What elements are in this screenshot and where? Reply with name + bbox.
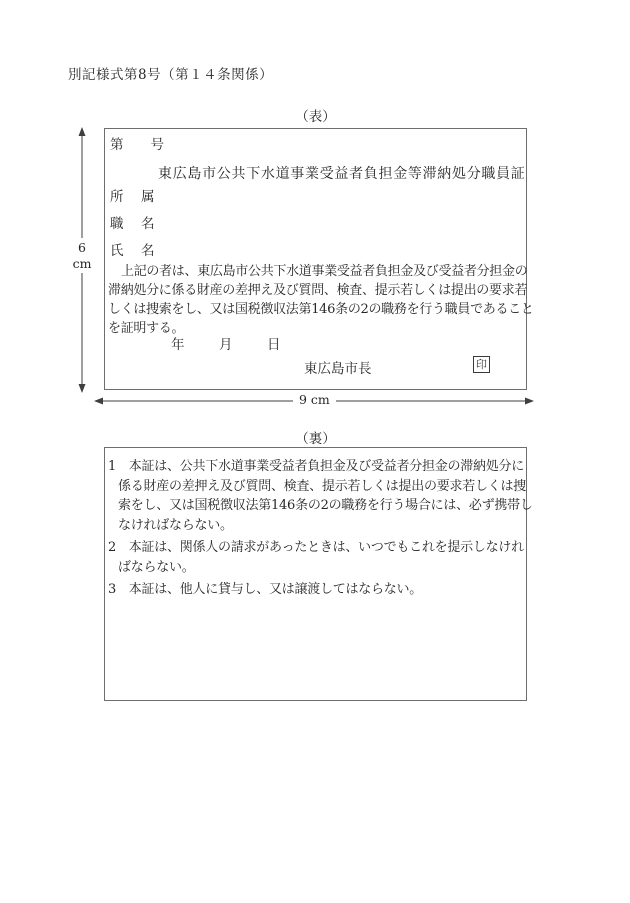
back-card	[104, 447, 533, 701]
issuer-row	[105, 356, 526, 376]
text-line: 1 本証は、公共下水道事業受益者負担金及び受益者分担金の滞納処分に	[108, 459, 525, 474]
text-line: 索をし、又は国税徴収法第146条の2の職務を行う場合には、必ず携帯し	[118, 498, 533, 513]
field-name-label: 氏 名	[110, 243, 157, 259]
width-dimension-label: 9 cm	[293, 392, 336, 407]
text-line: 滞納処分に係る財産の差押え及び質問、検査、提示若しくは提出の要求若	[108, 283, 528, 298]
certification-statement	[108, 262, 534, 338]
seal-mark: 印	[473, 356, 490, 373]
text-line: なければならない。	[118, 517, 233, 533]
issue-date-line: 年 月 日	[171, 337, 283, 353]
field-affiliation-label: 所 属	[110, 189, 157, 205]
back-note-2	[108, 538, 524, 577]
text-line: 係る財産の差押え及び質問、検査、提示若しくは提出の要求若しくは捜	[118, 478, 527, 494]
field-position-label: 職 名	[110, 216, 157, 232]
text-line: 3 本証は、他人に貸与し、又は譲渡してはならない。	[108, 582, 423, 597]
back-note-3	[108, 580, 521, 600]
height-dimension-value: 6	[78, 240, 86, 255]
back-note-1	[108, 457, 533, 535]
issuer-name: 東広島市長	[304, 361, 372, 377]
certificate-title: 東広島市公共下水道事業受益者負担金等滞納処分職員証	[158, 166, 526, 182]
height-dimension-unit: cm	[72, 255, 92, 271]
front-card	[104, 128, 534, 390]
text-line: ばならない。	[118, 559, 195, 575]
text-line: しくは捜索をし、又は国税徴収法第146条の2の職務を行う職員であること	[108, 302, 534, 317]
form-reference: 別記様式第8号（第１４条関係）	[68, 67, 274, 83]
certificate-number-field: 第 号	[110, 137, 164, 153]
height-dimension-label	[66, 238, 98, 273]
text-line: 上記の者は、東広島市公共下水道事業受益者負担金及び受益者分担金の	[121, 264, 528, 279]
front-side-label: （表）	[295, 109, 336, 125]
text-line: 2 本証は、関係人の請求があったときは、いつでもこれを提示しなけれ	[108, 540, 524, 555]
text-line: を証明する。	[108, 321, 185, 336]
back-side-label: （裏）	[295, 431, 336, 447]
